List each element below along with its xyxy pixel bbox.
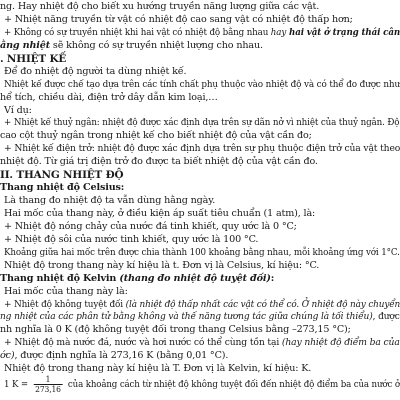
section-heading: . NHIỆT KẾ	[0, 52, 67, 65]
bold-text: Thang nhiệt độ Kelvin	[0, 272, 120, 284]
fraction-denominator: 273,16	[35, 384, 61, 395]
text-span: + Nhiệt độ mà nước đá, nước và hơi nước có thể cùng tồn tại	[4, 337, 282, 349]
text-line	[4, 336, 400, 350]
text-line: Nhiệt kế được chế tạo dựa trên các tính chất phụ thuộc vào nhiệt độ và có thể đo được như	[4, 78, 400, 90]
text-line: Hai mốc của thang này là:	[4, 285, 128, 297]
text-line	[4, 26, 400, 40]
fraction	[33, 375, 62, 394]
fraction-numerator: 1	[33, 375, 62, 385]
text-span: , được	[372, 311, 400, 323]
bold-italic-text: (thang đo nhiệt độ tuyệt đối)	[119, 272, 271, 284]
text-line: Nhiệt độ trong thang này kí hiệu là T. Đơn vị là Kelvin, kí hiệu: K.	[4, 363, 312, 375]
text-line: Để đo nhiệt độ người ta dùng nhiệt kế.	[4, 65, 187, 77]
text-line: nh nghĩa là 0 K (độ không tuyệt đối trong thang Celsius bằng –273,15 °C);	[0, 324, 351, 336]
text-line: cao cột thuỷ ngân trong nhiệt kế cho biết nhiệt độ của vật cần đo;	[0, 130, 312, 142]
bold-italic-text: ằng nhiệt	[0, 39, 51, 51]
text-line: + Nhiệt độ nóng chảy của nước đá tinh khiết, quy ước là 0 °C;	[4, 220, 297, 232]
text-span: , được định nghĩa là 273,16 K (bằng 0,01 °C).	[14, 350, 229, 362]
text-line: hể tích, chiều dài, điện trở dây dẫn kim loại,…	[0, 91, 218, 103]
text-line	[4, 298, 400, 312]
italic-text: (hay nhiệt độ điểm ba của	[281, 337, 400, 349]
text-span: + Không có sự truyền nhiệt khi hai vật có nhiệt độ bằng nhau	[4, 26, 271, 38]
section-heading: II. THANG NHIỆT ĐỘ	[0, 169, 124, 182]
text-line: + Nhiệt kế điện trở: nhiệt độ được xác định dựa trên sự phụ thuộc điện trở của vật theo	[4, 143, 400, 155]
bold-text: :	[270, 272, 275, 284]
italic-text: (là nhiệt độ thấp nhất các vật có thể có. Ở nhiệt độ này chuyển	[125, 298, 400, 310]
text-line: Hai mốc của thang này, ở điều kiện áp suất tiêu chuẩn (1 atm), là:	[4, 207, 316, 219]
text-span: sẽ không có sự truyền nhiệt lượng cho nhau.	[50, 39, 263, 51]
text-line	[0, 39, 263, 53]
text-line: + Nhiệt năng truyền từ vật có nhiệt độ cao sang vật có nhiệt độ thấp hơn;	[4, 13, 353, 25]
text-line: Nhiệt độ trong thang này kí hiệu là t. Đơn vị là Celsius, kí hiệu: °C.	[4, 259, 320, 271]
text-line	[0, 310, 400, 324]
text-span: của khoảng cách từ nhiệt độ không tuyệt đối đến nhiệt độ điểm ba của nước ở	[65, 379, 400, 391]
text-line: Là thang đo nhiệt độ ta vẫn dùng hằng ngày.	[4, 195, 216, 206]
text-line: ng. Hay nhiệt độ cho biết xu hướng truyền năng lượng giữa các vật.	[0, 1, 320, 12]
text-span: 1 K =	[4, 379, 31, 391]
text-span: + Nhiệt độ không tuyệt đối	[4, 298, 126, 310]
text-line: + Nhiệt độ sôi của nước tinh khiết, quy ước là 100 °C.	[4, 233, 259, 245]
italic-text: ng nhiệt của các phân tử bằng không và thế năng tương tác giữa chúng là tối thiểu)	[0, 311, 373, 323]
text-line: Khoảng giữa hai mốc trên được chia thành 100 khoảng bằng nhau, mỗi khoảng ứng với 1°C.	[4, 246, 400, 258]
bold-italic-text: hai vật ở trạng thái cân	[286, 26, 400, 38]
subsection-heading: Thang nhiệt độ Celsius:	[0, 182, 125, 194]
subsection-heading	[0, 272, 274, 286]
text-line	[0, 349, 228, 363]
text-line: + Nhiệt kế thuỷ ngân: nhiệt độ được xác định dựa trên sự dãn nở vì nhiệt của thuỷ ngân. Độ	[4, 117, 400, 129]
formula-line	[4, 375, 400, 394]
text-line: nhiệt độ. Từ giá trị điện trở đo được ta biết nhiệt độ của vật cần đo.	[0, 156, 318, 168]
italic-text: ớc)	[0, 350, 15, 362]
text-line: Ví dụ:	[4, 104, 32, 116]
italic-text: hay	[270, 26, 287, 38]
